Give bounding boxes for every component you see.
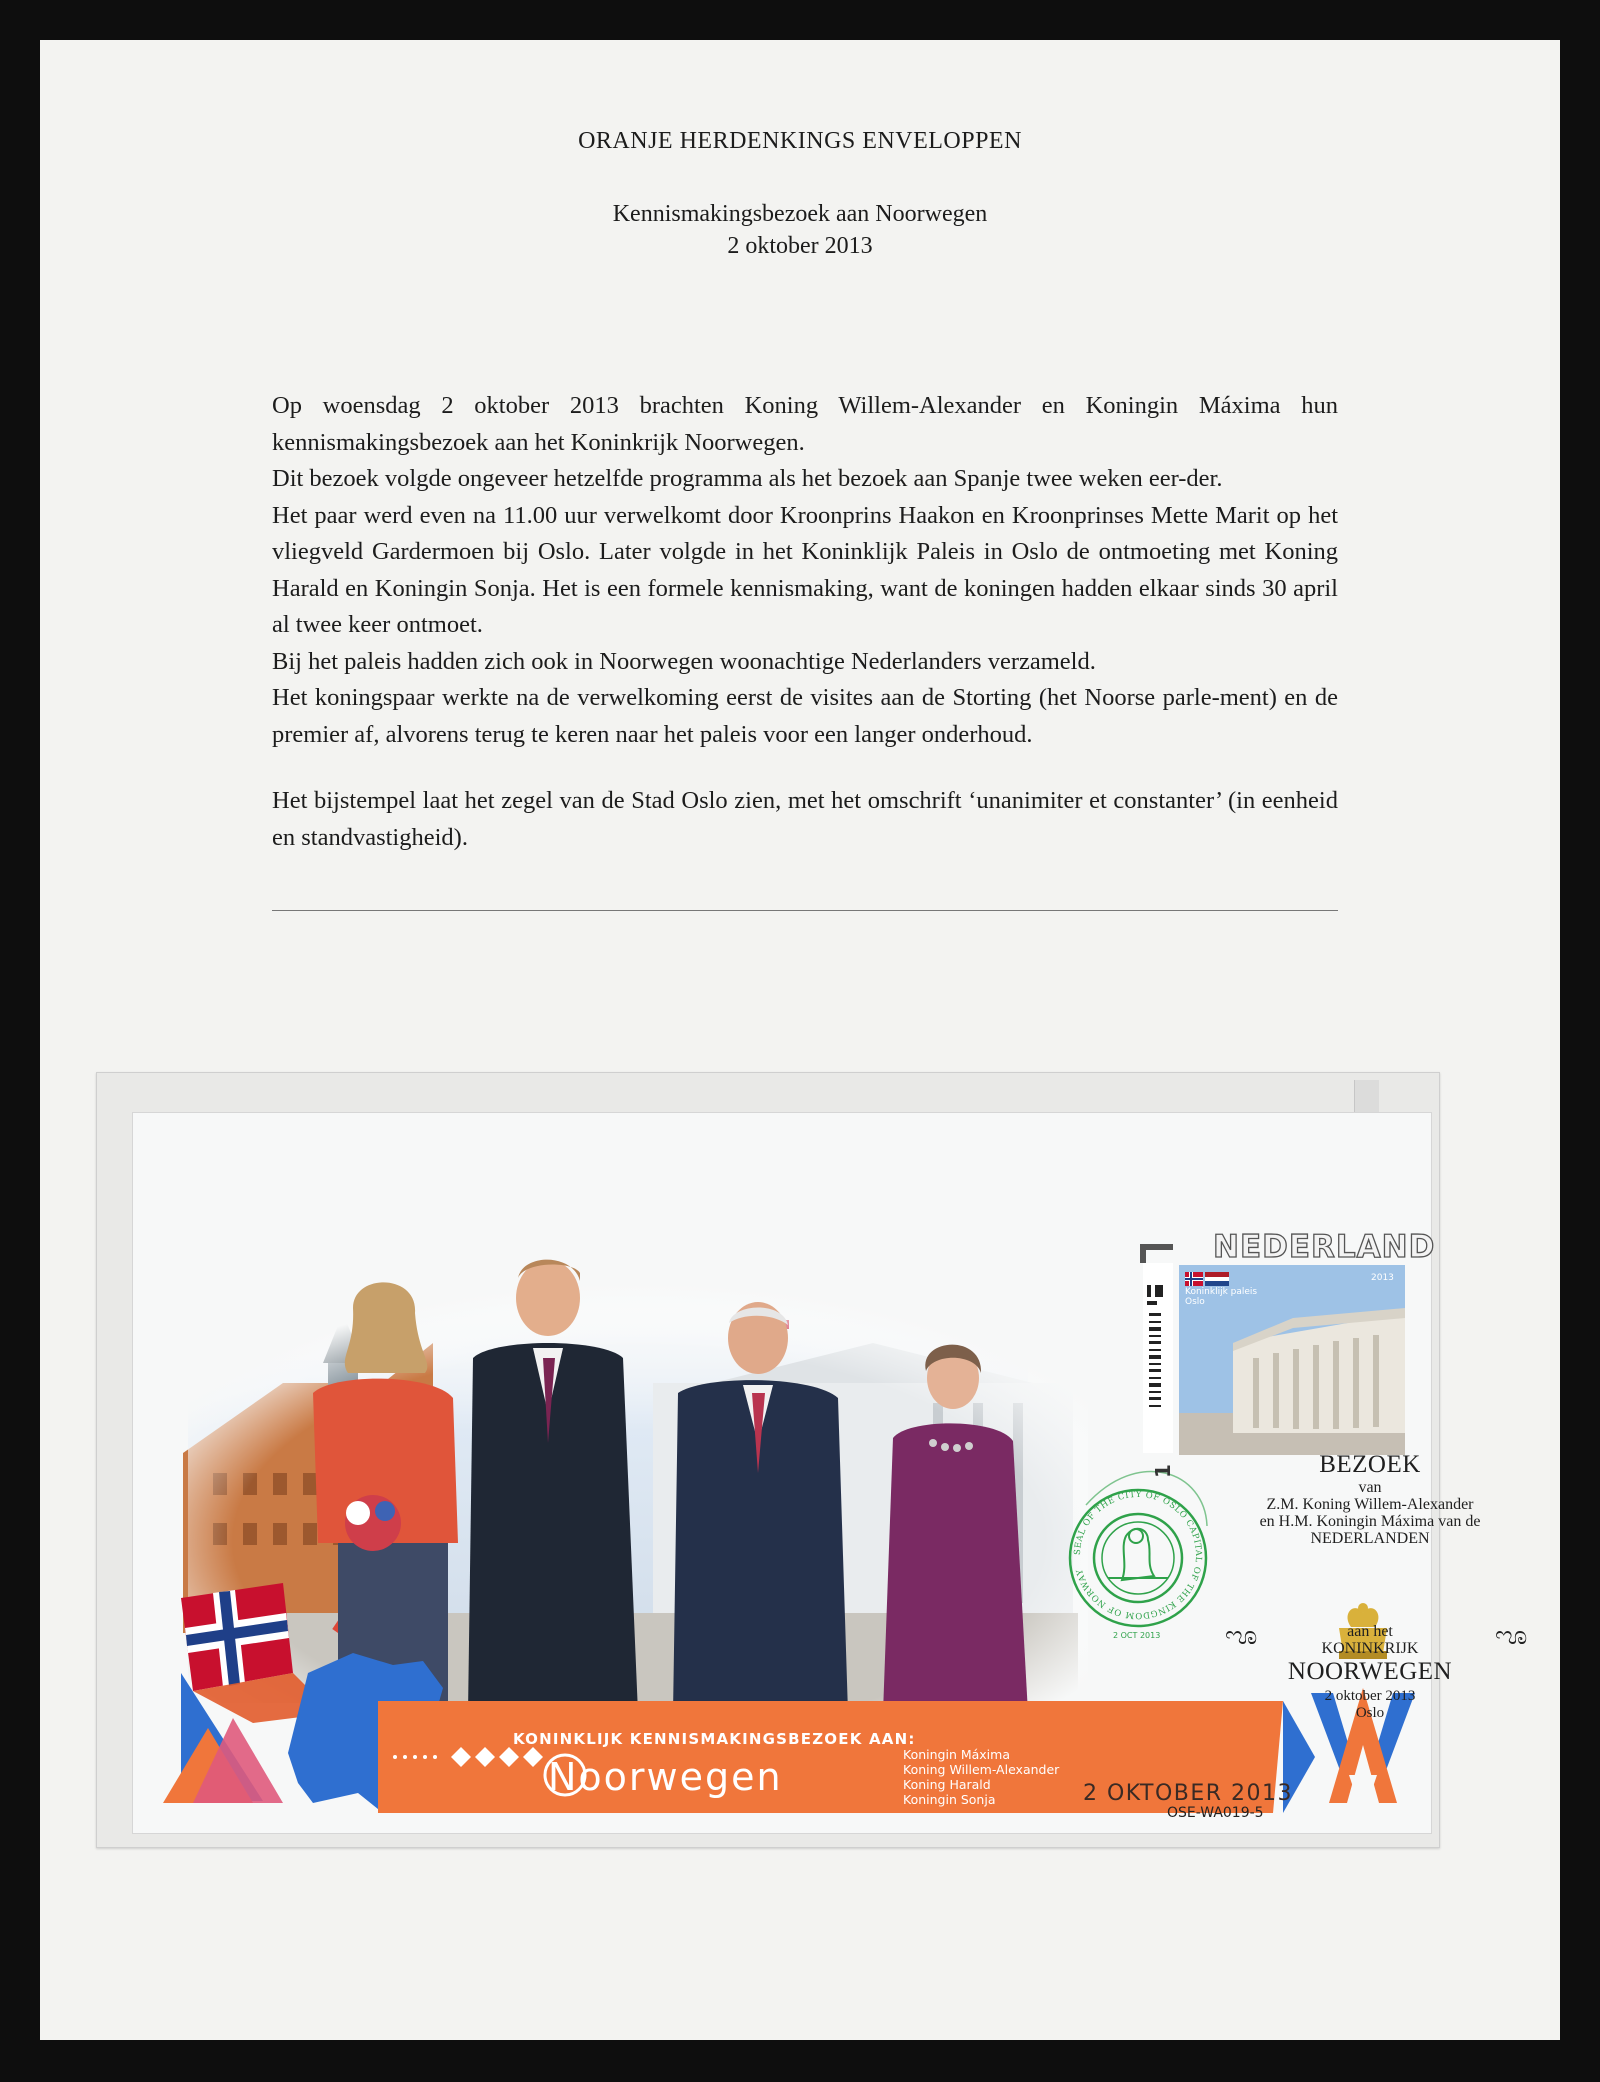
postmark-line: van <box>1358 1479 1382 1496</box>
photo-palace-scene <box>183 1260 1088 1713</box>
banner-names <box>903 1747 1059 1807</box>
ornament-left-icon: ೡ <box>1225 1621 1258 1650</box>
postmark-date <box>1225 1688 1515 1722</box>
stamp-caption-line-2: Oslo <box>1185 1297 1205 1307</box>
postmark-line: aan het <box>1347 1623 1393 1640</box>
postmark-line: KONINKRIJK <box>1321 1640 1419 1657</box>
svg-text:SEAL OF THE CITY OF OSLO CAPIT <box>1073 1490 1203 1620</box>
postmark-line: Z.M. Koning Willem-Alexander <box>1266 1496 1474 1513</box>
page-subtitle <box>40 198 1560 262</box>
postmark-title: BEZOEK <box>1319 1451 1421 1478</box>
paragraph: Dit bezoek volgde ongeveer hetzelfde programma als het bezoek aan Spanje twee weken eer-der. <box>272 465 1223 492</box>
seal-ring-text <box>1068 1485 1208 1625</box>
envelope-code: OSE-WA019-5 <box>1167 1805 1264 1821</box>
postmark-text <box>1225 1623 1515 1657</box>
postmark-line: 2 oktober 2013 <box>1324 1688 1416 1704</box>
stamp-caption <box>1185 1287 1257 1307</box>
paragraph: Op woensdag 2 oktober 2013 brachten Koning Willem-Alexander en Koningin Máxima hun kennismakingsbezoek aan het Koninkrijk Noorwegen. <box>272 392 1338 456</box>
paragraph: Bij het paleis hadden zich ook in Noorwegen woonachtige Nederlanders verzameld. <box>272 647 1096 675</box>
commemorative-envelope <box>132 1112 1528 1834</box>
ornament-right-icon: ೡ <box>1495 1621 1528 1650</box>
description-text <box>272 388 1338 856</box>
page-title: ORANJE HERDENKINGS ENVELOPPEN <box>578 128 1022 154</box>
banner-name: Koningin Sonja <box>903 1792 996 1807</box>
postmark-line: NEDERLANDEN <box>1310 1530 1430 1547</box>
postmark-line: en H.M. Koningin Máxima van de <box>1259 1513 1481 1530</box>
postmark-line: Oslo <box>1355 1705 1385 1721</box>
divider <box>272 910 1338 911</box>
stamp-caption-line-1: Koninklijk paleis <box>1185 1287 1258 1297</box>
subtitle-line-1: Kennismakingsbezoek aan Noorwegen <box>612 201 988 227</box>
paragraph: Het koningspaar werkte na de verwelkoming eerst de visites aan de Storting (het Noorse parle-ment) en de premier af, alvorens terug te keren naar het paleis voor een langer onderhoud. <box>272 684 1338 748</box>
stamp-year: 2013 <box>1371 1273 1394 1283</box>
banner-country: Noorwegen <box>548 1755 783 1799</box>
subtitle-line-2: 2 oktober 2013 <box>727 233 873 259</box>
banner-name: Koning Harald <box>903 1777 991 1792</box>
paragraph: Het paar werd even na 11.00 uur verwelkomt door Kroonprins Haakon en Kroonprinses Mette Marit op het vliegveld Gardermoen bij Oslo. Later volgde in het Koninklijk Paleis in Oslo de ontmoeting met Koning Harald en Koningin Sonja. Het is een formele kennismaking, want de koningen hadden elkaar sinds 30 april al twee keer ontmoet. <box>272 501 1338 638</box>
stamp-country: NEDERLAND <box>1213 1229 1436 1265</box>
postmark-text <box>1225 1479 1515 1547</box>
seal-date: 2 OCT 2013 <box>1113 1631 1161 1640</box>
postage-stamp <box>1143 1247 1405 1455</box>
banner-title: KONINKLIJK KENNISMAKINGSBEZOEK AAN: <box>513 1730 916 1748</box>
banner-date: 2 OKTOBER 2013 <box>1083 1781 1294 1806</box>
stamp-value: 1 <box>1150 1464 1175 1478</box>
paragraph: Het bijstempel laat het zegel van de Stad Oslo zien, met het omschrift ‘unanimiter et constanter’ (in eenheid en standvastigheid). <box>272 787 1338 851</box>
banner-name: Koningin Máxima <box>903 1747 1010 1762</box>
seal-ring-text-path: SEAL OF THE CITY OF OSLO CAPITAL OF THE KINGDOM OF NORWAY <box>1072 1489 1204 1621</box>
banner-name: Koning Willem-Alexander <box>903 1762 1060 1777</box>
postmark-country: NOORWEGEN <box>1287 1658 1453 1685</box>
